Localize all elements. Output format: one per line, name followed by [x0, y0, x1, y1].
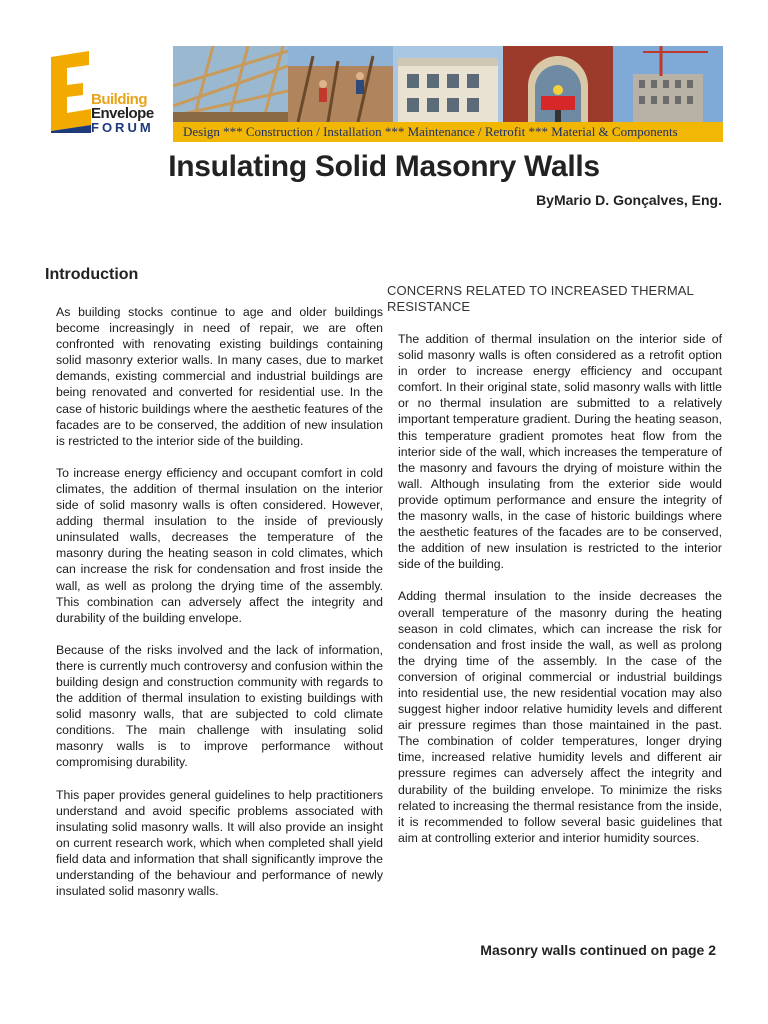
photo-tower-crane	[613, 46, 723, 122]
logo-line-building: Building	[91, 91, 147, 108]
introduction-heading: Introduction	[45, 266, 139, 283]
logo-line-envelope: Envelope	[91, 105, 154, 122]
header-photo-strip	[173, 46, 723, 122]
logo-line-forum: FORUM	[91, 120, 154, 135]
article-title: Insulating Solid Masonry Walls	[168, 150, 600, 183]
paragraph: This paper provides general guidelines to help practitioners understand and avoid specific problems associated with insulating solid masonry walls. It will also provide an insight on current research work, which when completed shall yield field data and information that shall significantly improve the understanding of the behaviour and performance of newly insulated solid masonry walls.	[56, 787, 383, 899]
photo-roof-trusses	[173, 46, 288, 122]
left-column	[56, 304, 383, 915]
right-column	[398, 331, 722, 862]
continued-note[interactable]: Masonry walls continued on page 2	[480, 942, 716, 958]
paragraph: To increase energy efficiency and occupant comfort in cold climates, the addition of thermal insulation on the interior side of solid masonry walls is often considered. However, adding thermal insulation to the inside of previously uninsulated walls, decreases the temperature of the masonry during the heating season in cold climates, which can increase the risk for condensation and frost inside the wall, as well as prolong the drying time of the assembly. This combination can adversely affect the integrity and durability of the building envelope.	[56, 465, 383, 625]
paragraph: Because of the risks involved and the lack of information, there is currently much controversy and confusion within the building design and construction community with regards to the addition of thermal insulation to existing buildings with solid masonry walls, that are subjected to cold climate conditions. The main challenge with insulating solid masonry walls is to improve performance without compromising durability.	[56, 642, 383, 770]
paragraph: As building stocks continue to age and older buildings become increasingly in need of repair, we are often confronted with renovating existing buildings containing solid masonry exterior walls. In many cases, due to market demands, existing commercial and industrial buildings are being renovated and converted for residential use. In the case of historic buildings where the aesthetic features of the facades are to be conserved, the addition of new insulation is restricted to the interior side of the building.	[56, 305, 383, 448]
concerns-heading: CONCERNS RELATED TO INCREASED THERMAL RESISTANCE	[387, 283, 694, 314]
photo-building-facade	[393, 46, 503, 122]
paragraph: The addition of thermal insulation on the interior side of solid masonry walls is often considered as a retrofit option in order to increase energy efficiency and occupant comfort. In their original state, solid masonry walls with little or no thermal insulation are submitted to a relatively important temperature gradient. During the heating season, this temperature gradient promotes heat flow from the interior side of the wall, which increases the temperature of the masonry and favours the drying of moisture within the wall. Although insulating from the exterior side would provide optimum performance and ensure the integrity of the masonry walls, in the case of historic buildings where the aesthetic features of the facades are to be conserved, the addition of new insulation is restricted to the interior side of the building.	[398, 332, 722, 572]
photo-construction-workers	[288, 46, 393, 122]
masthead	[45, 45, 723, 143]
paragraph: Adding thermal insulation to the inside decreases the overall temperature of the masonry during the heating season in cold climates, which can increase the risk for condensation and frost inside the wall, as well as prolong the drying time of the assembly. In the case of the conversion of original commercial or industrial buildings into residential use, the new residential vocation may also suggest higher indoor relative humidity levels and different air pressure regimes than those maintained in the past. The combination of colder temperatures, longer drying time, increased relative humidity levels and different air pressure regimes can adversely affect the integrity and durability of the building envelope. To minimize the risks related to increasing the thermal resistance from the inside, it is recommended to follow several basic guidelines that aim at controlling exterior and interior humidity sources.	[398, 589, 722, 845]
building-envelope-forum-logo[interactable]	[45, 45, 173, 143]
header-tagline: Design *** Construction / Installation *** Maintenance / Retrofit *** Material & Components	[173, 122, 723, 142]
article-byline: ByMario D. Gonçalves, Eng.	[536, 192, 722, 208]
photo-brick-arch-lift	[503, 46, 613, 122]
logo-e-mark-icon	[49, 51, 93, 133]
logo-wordmark	[91, 93, 154, 135]
